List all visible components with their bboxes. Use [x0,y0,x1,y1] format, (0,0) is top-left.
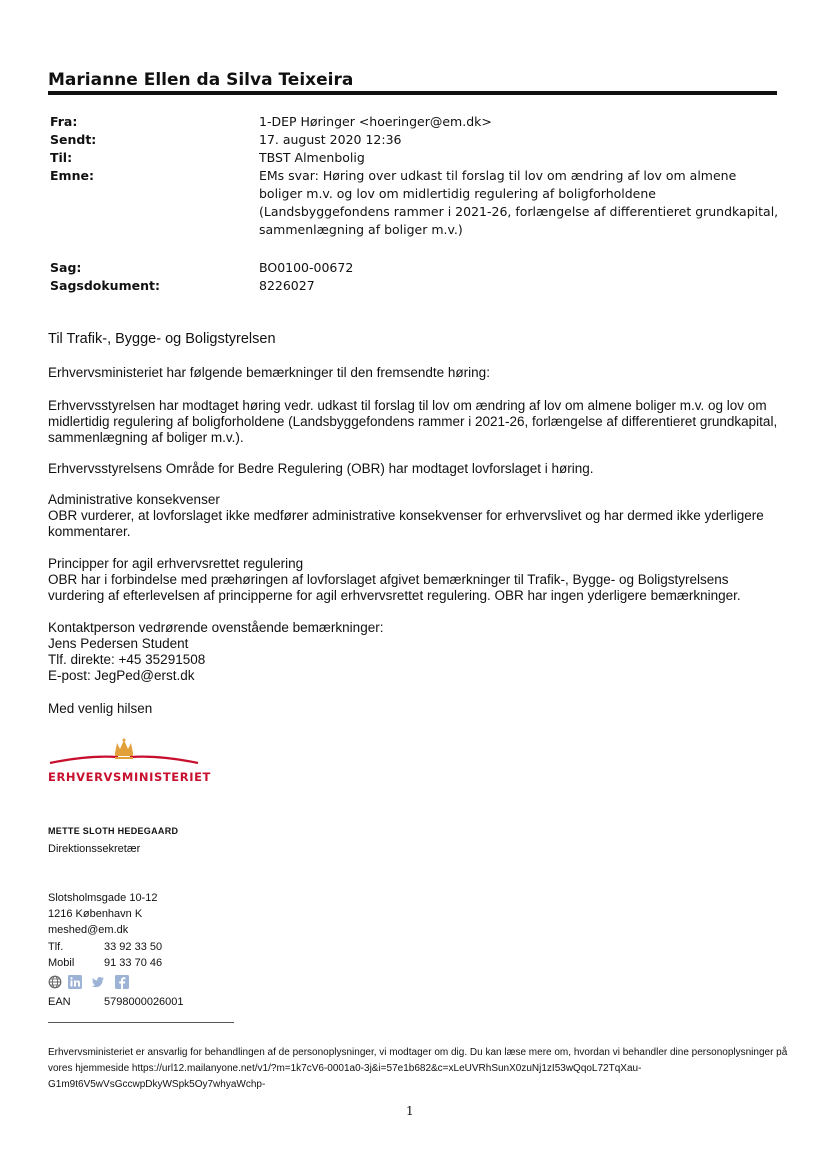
paragraph-1: Erhvervsstyrelsen har modtaget høring vedr. udkast til forslag til lov om ændring af lov om almene boliger m.v. og lov om midlertidig regulering af boligforholdene (Landsbyggefondens rammer i 2021-26, forlængelse af differentieret grundkapital, sammenlægning af boliger m.v.). [48,398,778,445]
to-value: TBST Almenbolig [259,150,365,165]
mobile-value: 91 33 70 46 [104,957,163,969]
agil-heading: Principper for agil erhvervsrettet regulering [48,556,304,571]
to-label: Til: [50,150,73,165]
sent-label: Sendt: [50,132,97,147]
contact-name: Jens Pedersen Student [48,636,189,651]
paragraph-2: Erhvervsstyrelsens Område for Bedre Regulering (OBR) har modtaget lovforslaget i høring. [48,461,594,476]
contact-email: E-post: JegPed@erst.dk [48,668,195,683]
subject-value: EMs svar: Høring over udkast til forslag til lov om ændring af lov om almene boliger m.v. og lov om midlertidig regulering af boligforholdene (Landsbyggefondens rammer i 2021-26, forlængelse af differentieret grundkapital, sammenlægning af boliger m.v.) [259,168,779,237]
case-document-label: Sagsdokument: [50,278,160,293]
from-value: 1-DEP Høringer <hoeringer@em.dk> [259,114,492,129]
ean-value: 5798000026001 [104,996,184,1008]
phone-label: Tlf. [48,941,64,953]
case-value: BO0100-00672 [259,260,354,275]
sent-value: 17. august 2020 12:36 [259,132,402,147]
closing: Med venlig hilsen [48,701,153,716]
admin-text: OBR vurderer, at lovforslaget ikke medfører administrative konsekvenser for erhvervslivet og har dermed ikke yderligere kommentarer. [48,508,764,539]
signature-title: Direktionssekretær [48,843,141,855]
case-label: Sag: [50,260,82,275]
from-label: Fra: [50,114,78,129]
signature-email[interactable]: meshed@em.dk [48,924,129,936]
ean-label: EAN [48,996,71,1008]
footer-divider [48,1022,234,1023]
case-document-value: 8226027 [259,278,315,293]
address-city: 1216 København K [48,908,143,920]
facebook-icon[interactable] [115,975,129,989]
address-street: Slotsholmsgade 10-12 [48,892,158,904]
admin-heading: Administrative konsekvenser [48,492,220,507]
agil-text: OBR har i forbindelse med præhøringen af lovforslaget afgivet bemærkninger til Trafik-, Bygge- og Boligstyrelsens vurdering af efterlevelsen af principperne for agil erhvervsrettet regulering. OBR har ingen yderligere bemærkninger. [48,572,741,603]
intro-paragraph: Erhvervsministeriet har følgende bemærkninger til den fremsendte høring: [48,365,490,380]
privacy-disclaimer: Erhvervsministeriet er ansvarlig for behandlingen af de personoplysninger, vi modtager om dig. Du kan læse mere om, hvordan vi behandler dine personoplysninger på vores hjemmeside https://url12.mailanyone.net/v1/?m=1k7cV6-0001a0-3j&i=57e1b682&c=xLeUVRhSunX0zuNj1zI53wQqoL72TqXau-G1m9t6V5wVsGccwpDkyWSpk5Oy7whyaWchp- [48,1047,788,1090]
mobile-label: Mobil [48,957,75,969]
twitter-icon[interactable] [91,975,105,989]
header-divider [48,91,777,95]
contact-heading: Kontaktperson vedrørende ovenstående bemærkninger: [48,620,384,635]
logo-wordmark: ERHVERVSMINISTERIET [48,770,211,784]
linkedin-icon[interactable] [68,975,82,989]
globe-icon[interactable] [48,975,62,989]
contact-phone: Tlf. direkte: +45 35291508 [48,652,206,667]
greeting: Til Trafik-, Bygge- og Boligstyrelsen [48,331,276,347]
sender-name: Marianne Ellen da Silva Teixeira [48,70,354,90]
phone-value: 33 92 33 50 [104,941,163,953]
signature-name: METTE SLOTH HEDEGAARD [48,826,179,836]
subject-label: Emne: [50,168,94,183]
page-number: 1 [406,1104,414,1118]
